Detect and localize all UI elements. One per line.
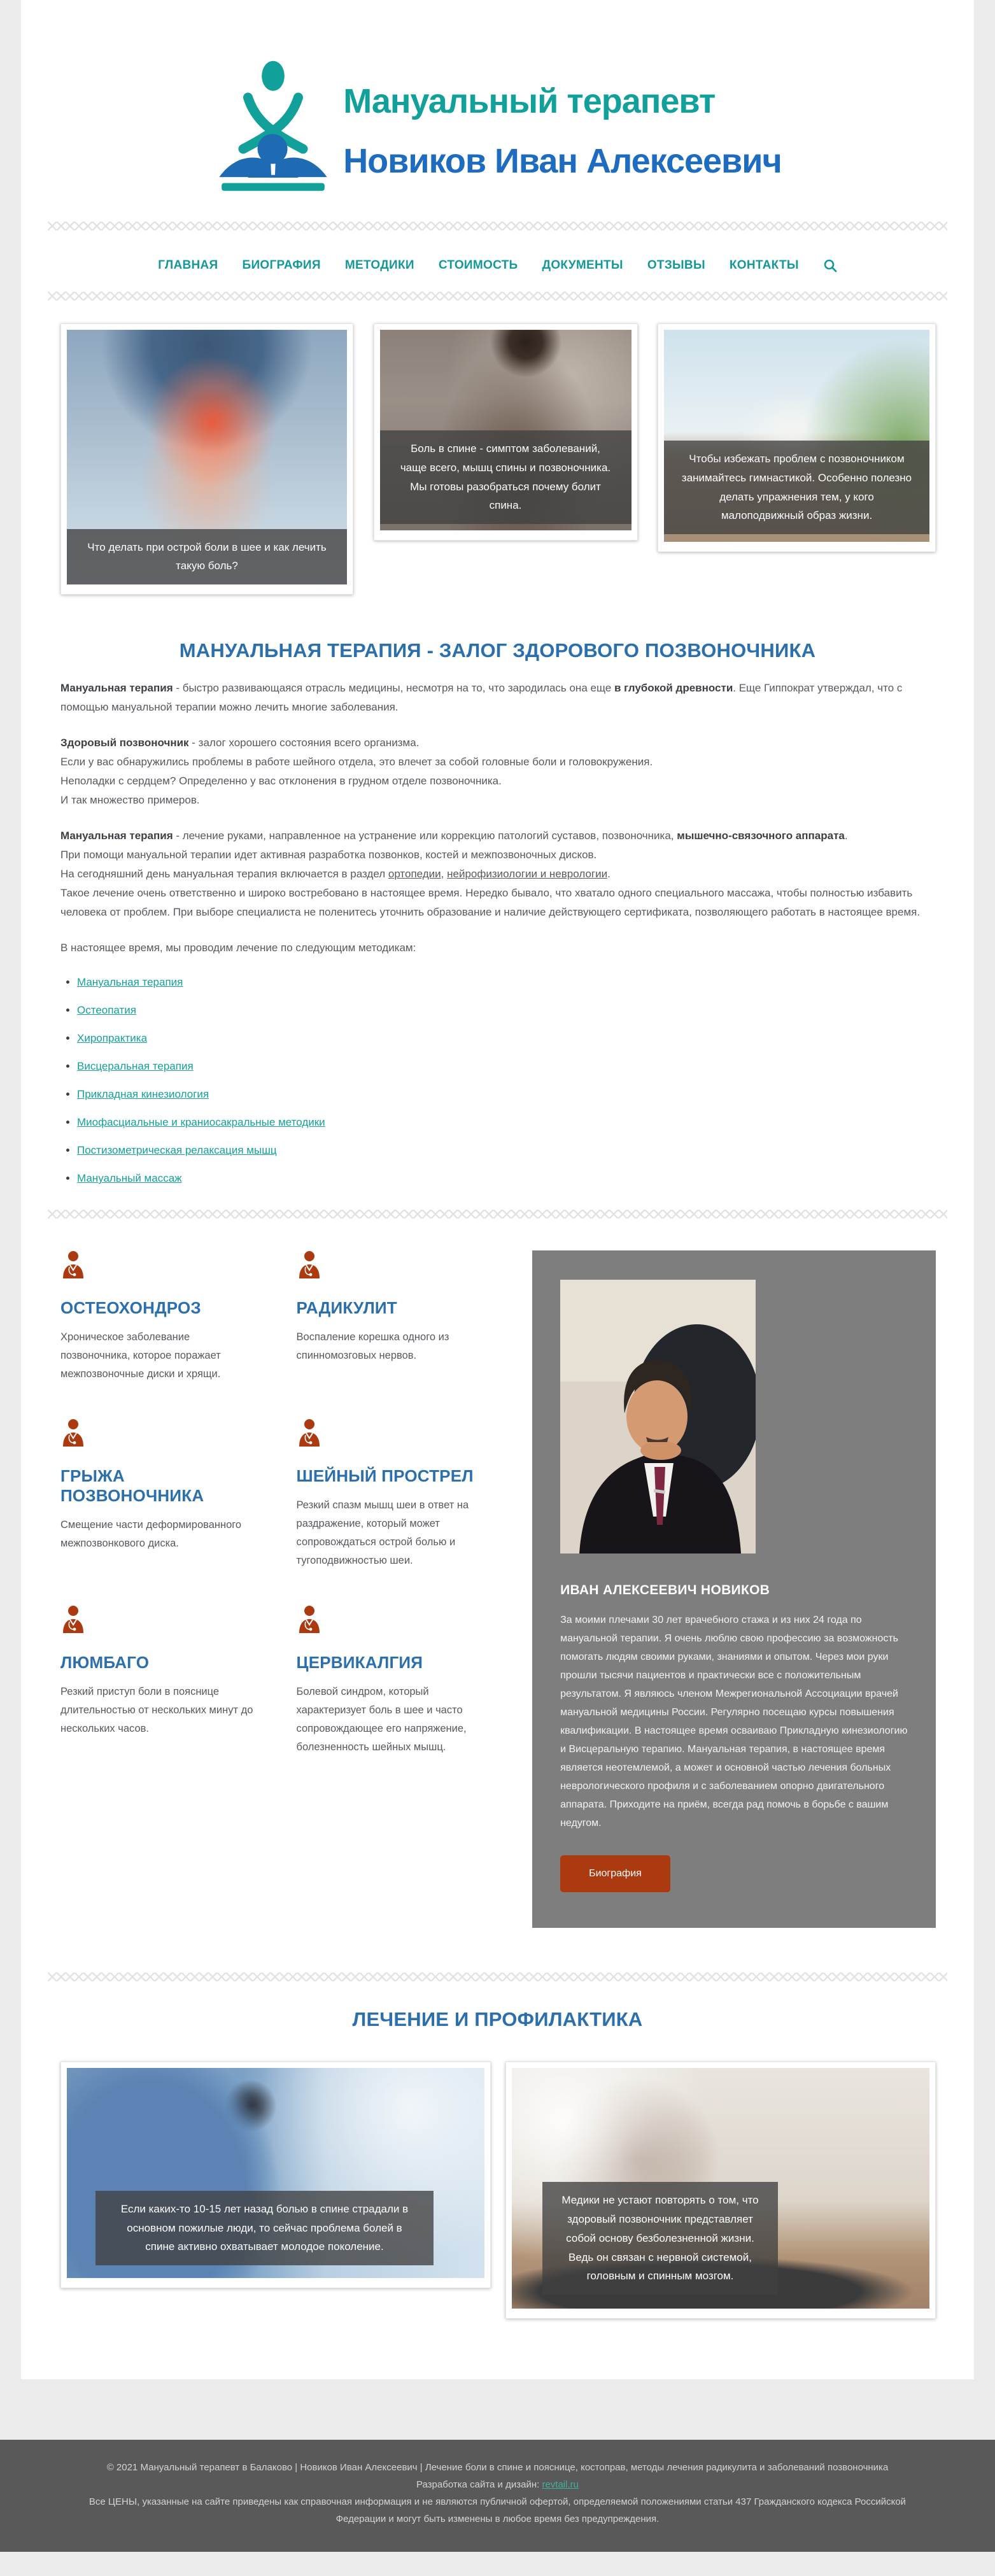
diseases-and-bio-section bbox=[21, 1219, 974, 1928]
doctor-name: ИВАН АЛЕКСЕЕВИЧ НОВИКОВ bbox=[560, 1583, 770, 1597]
treatment-caption: Медики не устают повторять о том, что здоровый позвоночник представляет собой основу безболезненной жизни. Ведь он связан с нервной системой, головным и спинным мозгом. bbox=[542, 2182, 778, 2295]
nav-item-contacts[interactable]: КОНТАКТЫ bbox=[729, 258, 799, 272]
nav-item-prices[interactable]: СТОИМОСТЬ bbox=[438, 258, 518, 272]
treatment-card-healthy-spine[interactable] bbox=[505, 2062, 936, 2319]
bold-lead: Здоровый позвоночник bbox=[60, 737, 189, 749]
treatment-cards-row bbox=[21, 2031, 974, 2319]
disease-title: РАДИКУЛИТ bbox=[296, 1298, 397, 1317]
disease-text: Смещение части деформированного межпозвонкового диска. bbox=[60, 1519, 242, 1549]
doctor-icon bbox=[297, 1605, 322, 1633]
bold-lead: Мануальная терапия bbox=[60, 830, 173, 842]
biography-text: За моими плечами 30 лет врачебного стажа и из них 24 года по мануальной терапии. Я очень люблю свою профессию за возможность помогать людям своими руками, знаниями и опытом. Через мои руки прошли тысячи пациентов и практически все с положительным результатом. Я являюсь членом Межрегиональной Ассоциации врачей мануальной медицины России. Регулярно посещаю курсы повышения квалификации. В настоящее время осваиваю Прикладную кинезиологию и Висцеральную терапию. Мануальная терапия, в настоящее время является неотемлемой, а может и основной частью лечения больных неврологического профиля и с заболеванием опорно двигательного аппарата. Приходите на приём, всегда рад помочь в борьбе с вашим недугом. bbox=[560, 1615, 908, 1829]
disease-text: Резкий приступ боли в пояснице длительностью от нескольких минут до нескольких часов. bbox=[60, 1686, 253, 1734]
disease-title: ГРЫЖА ПОЗВОНОЧНИКА bbox=[60, 1466, 204, 1505]
doctor-icon bbox=[60, 1605, 86, 1633]
disease-text: Воспаление корешка одного из спинномозговых нервов. bbox=[296, 1331, 449, 1361]
hero-cards-row bbox=[21, 301, 974, 595]
text-run: - залог хорошего состояния всего организма. bbox=[188, 737, 420, 749]
main-navigation bbox=[21, 258, 974, 272]
developer-link[interactable]: revtail.ru bbox=[542, 2479, 579, 2490]
site-header bbox=[21, 0, 974, 199]
bold-run: мышечно-связочного аппарата bbox=[677, 830, 845, 842]
logo-subtitle: Новиков Иван Алексеевич bbox=[343, 142, 782, 180]
text-run: , bbox=[441, 868, 448, 880]
man-back-photo bbox=[380, 330, 632, 530]
woman-yoga-gym-photo bbox=[512, 2068, 929, 2309]
zigzag-divider bbox=[48, 1972, 947, 1981]
hero-card-neck-pain[interactable] bbox=[60, 323, 353, 595]
list-item bbox=[77, 1169, 935, 1188]
logo-text bbox=[343, 57, 782, 178]
disease-text: Хроническое заболевание позвоночника, которое поражает межпозвоночные диски и хрящи. bbox=[60, 1331, 221, 1380]
method-link-manual-massage[interactable]: Мануальный массаж bbox=[77, 1172, 182, 1184]
zigzag-divider bbox=[48, 292, 947, 301]
doctor-portrait-photo bbox=[560, 1280, 756, 1553]
article-paragraph-2 bbox=[60, 733, 935, 810]
hero-caption: Что делать при острой боли в шее и как лечить такую боль? bbox=[67, 529, 347, 585]
text-run: Такое лечение очень ответственно и широко востребовано в настоящее время. Нередко бывало, что хватало одного специального массажа, чтобы полностью избавить человека от проблем. При выборе специалиста не поленитесь уточнить образование и наличие действующего сертификата, позволяющего работать в настоящее время. bbox=[60, 887, 921, 918]
doctor-icon bbox=[297, 1250, 322, 1278]
method-link-applied-kinesiology[interactable]: Прикладная кинезиология bbox=[77, 1088, 209, 1100]
massage-therapist-logo-icon bbox=[213, 57, 333, 199]
biography-button[interactable]: Биография bbox=[560, 1855, 670, 1892]
list-item bbox=[77, 973, 935, 992]
neurophysiology-neurology-link[interactable]: нейрофизиологии и неврологии bbox=[447, 868, 608, 880]
method-link-postisometric-relaxation[interactable]: Постизометрическая релаксация мышц bbox=[77, 1144, 277, 1156]
bold-lead: Мануальная терапия bbox=[60, 682, 173, 694]
logo-title: Мануальный терапевт bbox=[343, 82, 716, 120]
disease-title: ЛЮМБАГО bbox=[60, 1653, 150, 1672]
list-item bbox=[77, 1029, 935, 1048]
text-run: - быстро развивающаяся отрасль медицины, несмотря на то, что зародилась она еще bbox=[173, 682, 614, 694]
text-run: . bbox=[607, 868, 610, 880]
text-run: На сегодняшний день мануальная терапия включается в раздел bbox=[60, 868, 388, 880]
list-item bbox=[77, 1113, 935, 1132]
text-run: . Еще Гиппократ утверждал, что с помощью мануальной терапии можно лечить многие заболевания. bbox=[60, 682, 903, 713]
diseases-grid bbox=[60, 1250, 497, 1928]
disease-card-cervicalgia bbox=[297, 1605, 498, 1757]
methods-intro: В настоящее время, мы проводим лечение по следующим методикам: bbox=[60, 942, 416, 954]
treatment-caption: Если каких-то 10-15 лет назад болью в спине страдали в основном пожилые люди, то сейчас проблема болей в спине активно охватывает молодое поколение. bbox=[95, 2191, 434, 2265]
footer-developer-line bbox=[76, 2476, 919, 2493]
article-section bbox=[21, 639, 974, 1188]
article-paragraph-1 bbox=[60, 679, 935, 717]
methods-list bbox=[60, 973, 935, 1188]
text-run: Разработка сайта и дизайн: bbox=[416, 2479, 542, 2490]
doctor-with-stethoscope-photo bbox=[67, 2068, 484, 2278]
orthopedics-link[interactable]: ортопедии bbox=[388, 868, 441, 880]
method-link-manual-therapy[interactable]: Мануальная терапия bbox=[77, 976, 183, 988]
nav-item-methods[interactable]: МЕТОДИКИ bbox=[344, 258, 414, 272]
treatment-card-young-generation[interactable] bbox=[60, 2062, 491, 2288]
method-link-osteopathy[interactable]: Остеопатия bbox=[77, 1004, 137, 1016]
list-item bbox=[77, 1057, 935, 1076]
doctor-icon bbox=[60, 1419, 86, 1447]
footer-copyright: © 2021 Мануальный терапевт в Балаково | Новиков Иван Алексеевич | Лечение боли в спине и пояснице, костоправ, методы лечения радикулита и заболеваний позвоночника bbox=[106, 2462, 889, 2473]
text-run: . bbox=[844, 830, 848, 842]
text-run: И так множество примеров. bbox=[60, 794, 200, 806]
doctor-icon bbox=[297, 1419, 322, 1447]
disease-card-osteochondrosis bbox=[60, 1250, 262, 1384]
nav-item-documents[interactable]: ДОКУМЕНТЫ bbox=[542, 258, 623, 272]
disease-title: ОСТЕОХОНДРОЗ bbox=[60, 1298, 201, 1317]
method-link-visceral-therapy[interactable]: Висцеральная терапия bbox=[77, 1060, 194, 1072]
list-item bbox=[77, 1085, 935, 1104]
hero-caption: Чтобы избежать проблем с позвоночником занимайтесь гимнастикой. Особенно полезно делать упражнения тем, у кого малоподвижный образ жизни. bbox=[664, 441, 929, 534]
disease-card-lumbago bbox=[60, 1605, 262, 1757]
biography-box bbox=[532, 1250, 936, 1928]
footer-disclaimer: Все ЦЕНЫ, указанные на сайте приведены как справочная информация и не являются публичной офертой, определяемой положениями статьи 437 Гражданского кодекса Российской Федерации и могут быть изменены в любое время без предупреждения. bbox=[88, 2496, 907, 2524]
nav-item-home[interactable]: ГЛАВНАЯ bbox=[158, 258, 218, 272]
disease-title: ЦЕРВИКАЛГИЯ bbox=[296, 1653, 423, 1672]
search-icon[interactable] bbox=[823, 258, 837, 272]
nav-item-reviews[interactable]: ОТЗЫВЫ bbox=[647, 258, 705, 272]
woman-neck-pain-photo bbox=[67, 330, 347, 584]
treatment-section-title: ЛЕЧЕНИЕ И ПРОФИЛАКТИКА bbox=[352, 2008, 643, 2030]
article-paragraph-3 bbox=[60, 826, 935, 922]
bold-run: в глубокой древности bbox=[614, 682, 733, 694]
article-title: МАНУАЛЬНАЯ ТЕРАПИЯ - ЗАЛОГ ЗДОРОВОГО ПОЗВОНОЧНИКА bbox=[179, 639, 816, 662]
method-link-myofascial-craniosacral[interactable]: Миофасциальные и краниосакральные методики bbox=[77, 1116, 325, 1128]
hero-card-back-pain[interactable] bbox=[374, 323, 638, 541]
zigzag-divider bbox=[48, 222, 947, 230]
list-item bbox=[77, 1141, 935, 1160]
text-run: При помощи мануальной терапии идет активная разработка позвонков, костей и межпозвоночных дисков. bbox=[60, 849, 597, 861]
disease-card-neck-lumbago bbox=[297, 1419, 498, 1570]
woman-yoga-outdoor-photo bbox=[664, 330, 929, 542]
text-run: - лечение руками, направленное на устранение или коррекцию патологий суставов, позвоночника, bbox=[173, 830, 677, 842]
text-run: Неполадки с сердцем? Определенно у вас отклонения в грудном отделе позвоночника. bbox=[60, 775, 502, 787]
site-footer bbox=[0, 2440, 995, 2552]
doctor-icon bbox=[60, 1250, 86, 1278]
disease-text: Резкий спазм мышц шеи в ответ на раздражение, который может сопровождаться острой болью и тугоподвижностью шеи. bbox=[296, 1499, 469, 1566]
site-logo[interactable] bbox=[21, 57, 974, 199]
disease-card-spinal-hernia bbox=[60, 1419, 262, 1570]
hero-card-gymnastics[interactable] bbox=[658, 323, 936, 552]
nav-item-biography[interactable]: БИОГРАФИЯ bbox=[242, 258, 321, 272]
zigzag-divider bbox=[48, 1210, 947, 1219]
disease-title: ШЕЙНЫЙ ПРОСТРЕЛ bbox=[296, 1466, 474, 1485]
text-run: Если у вас обнаружились проблемы в работе шейного отдела, это влечет за собой головные боли и головокружения. bbox=[60, 756, 653, 768]
list-item bbox=[77, 1001, 935, 1020]
disease-text: Болевой синдром, который характеризует боль в шее и часто сопровождающее его напряжение, болезненность шейных мышц. bbox=[296, 1686, 467, 1753]
hero-caption: Боль в спине - симптом заболеваний, чаще всего, мышц спины и позвоночника. Мы готовы разобраться почему болит спина. bbox=[380, 430, 632, 524]
disease-card-radiculitis bbox=[297, 1250, 498, 1384]
method-link-chiropractic[interactable]: Хиропрактика bbox=[77, 1032, 148, 1044]
main-content-column bbox=[21, 0, 974, 2379]
